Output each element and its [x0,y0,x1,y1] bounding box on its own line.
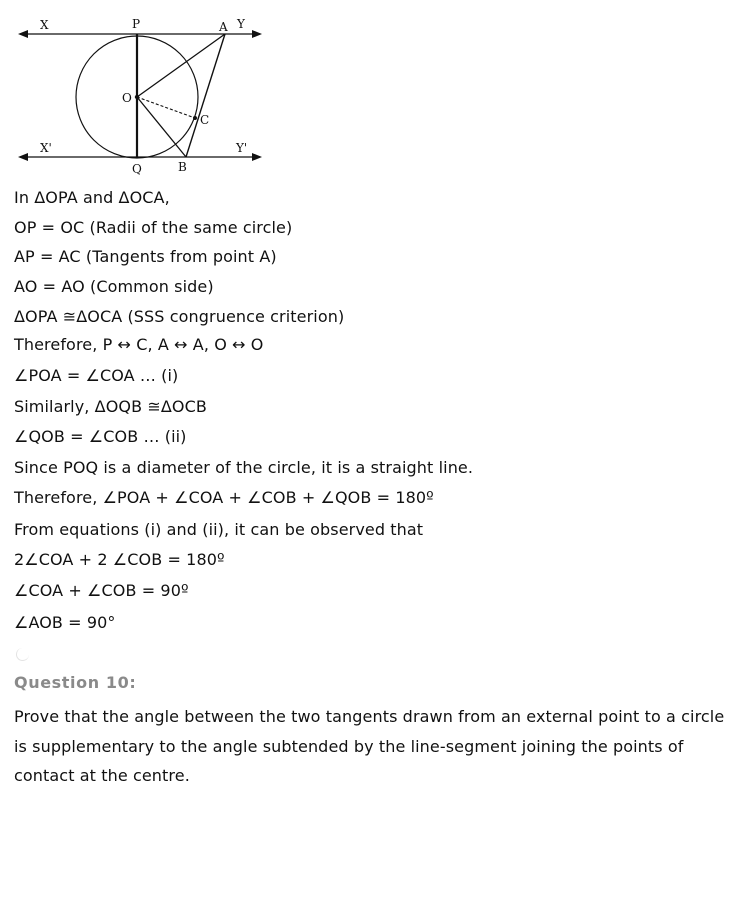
proof-line: Similarly, ΔOQB ≅ΔOCB [14,397,207,416]
proof-line: From equations (i) and (ii), it can be observed that [14,520,424,539]
label-x: X [40,18,49,32]
proof-line: OP = OC (Radii of the same circle) [14,218,293,237]
proof-line: ∠QOB = ∠COB … (ii) [14,427,187,446]
question-heading: Question 10: [14,673,137,692]
label-y: Y [237,17,245,31]
label-q: Q [132,162,142,176]
label-p: P [132,17,141,31]
proof-line: AP = AC (Tangents from point A) [14,247,277,266]
proof-line: AO = AO (Common side) [14,277,214,296]
proof-line: ∠COA + ∠COB = 90º [14,581,189,600]
label-c: C [200,113,210,127]
proof-line: ∠AOB = 90° [14,613,116,632]
loading-spinner-icon [16,648,29,661]
proof-line: ΔOPA ≅ΔOCA (SSS congruence criterion) [14,307,345,326]
proof-line: Therefore, ∠POA + ∠COA + ∠COB + ∠QOB = 180º [14,488,434,507]
label-b: B [178,160,187,174]
proof-line: ∠POA = ∠COA … (i) [14,366,179,385]
proof-line: In ΔOPA and ΔOCA, [14,188,170,207]
label-y-prime: Y' [236,141,248,155]
proof-line: Since POQ is a diameter of the circle, it is a straight line. [14,458,474,477]
label-a: A [219,20,228,34]
proof-line: 2∠COA + 2 ∠COB = 180º [14,550,225,569]
label-o: O [122,91,132,105]
question-text: Prove that the angle between the two tangents drawn from an external point to a circle is supplementary to the angle subtended by the line-segment joining the points of contact at the centre. [14,707,725,785]
geometry-figure [14,10,266,178]
proof-line: Therefore, P ↔ C, A ↔ A, O ↔ O [14,335,264,354]
label-x-prime: X' [40,141,52,155]
